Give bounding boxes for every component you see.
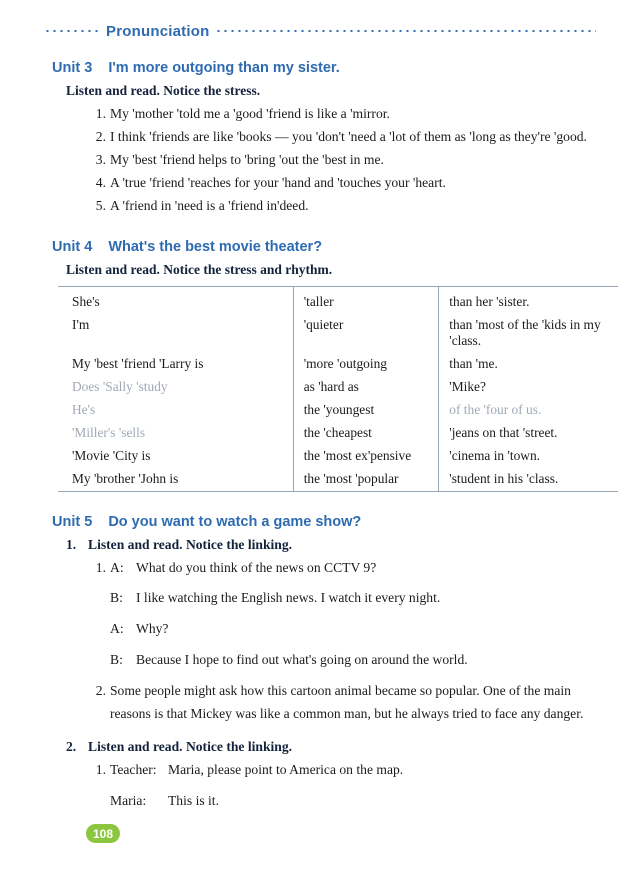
list-text: A 'true 'friend 'reaches for your 'hand and 'touches your 'heart. [110, 175, 446, 191]
table-cell-comparative: 'more 'outgoing [293, 353, 439, 376]
list-text: My 'best 'friend helps to 'bring 'out the 'best in me. [110, 152, 384, 168]
dialog-text: Because I hope to find out what's going on around the world. [136, 651, 468, 667]
dialog-line [110, 790, 596, 812]
table-cell-comparative: the 'cheapest [293, 422, 439, 445]
unit-5-heading [52, 514, 596, 530]
list-item [88, 126, 596, 148]
dotted-rule-right [215, 30, 596, 32]
table-cell-subject: 'Movie 'City is [58, 445, 293, 468]
dialog-line [110, 587, 596, 609]
list-text: I think 'friends are like 'books — you 'don't 'need a 'lot of them as 'long as they're 'good. [110, 129, 587, 145]
table-cell-subject: My 'brother 'John is [58, 468, 293, 492]
unit-3-number: Unit 3 [52, 60, 93, 76]
table-cell-object: of the 'four of us. [449, 402, 542, 418]
dialog-speaker: Maria: [110, 792, 147, 808]
dialog-line [110, 618, 596, 640]
table-cell-comparative: 'taller [293, 287, 439, 314]
unit-5-task-1 [44, 537, 596, 726]
task-2-items [44, 759, 596, 812]
unit-5-title: Do you want to watch a game show? [108, 513, 362, 530]
table-cell-subject: Does 'Sally 'study [58, 376, 293, 399]
list-marker: 2. [95, 682, 106, 698]
dialog-text: Why? [136, 621, 169, 637]
stress-table-wrapper [58, 286, 618, 492]
list-marker: 4. [95, 175, 106, 191]
list-text: My 'mother 'told me a 'good 'friend is like a 'mirror. [110, 106, 390, 121]
dialog-speaker: A: [110, 559, 124, 575]
table-cell-object: 'Mike? [449, 379, 486, 395]
dialog-speaker: Teacher: [110, 762, 157, 778]
table-cell-comparative: the 'most 'popular [293, 468, 439, 492]
dialog-line [110, 649, 596, 671]
task-2-label: Listen and read. Notice the linking. [88, 739, 293, 755]
unit-4-title: What's the best movie theater? [108, 239, 323, 256]
task-1-label: Listen and read. Notice the linking. [88, 536, 293, 552]
list-marker: 2. [95, 129, 106, 145]
paragraph-line: Some people might ask how this cartoon animal became so popular. One of the main [110, 682, 571, 698]
dialog-text: Maria, please point to America on the map. [168, 762, 404, 778]
dialog-text: This is it. [168, 792, 219, 808]
unit-5-task-2 [44, 739, 596, 812]
dialog-speaker: B: [110, 590, 123, 606]
list-item [88, 103, 596, 125]
unit-5-number: Unit 5 [52, 513, 93, 530]
table-row [58, 314, 618, 353]
table-cell-comparative: the 'most ex'pensive [293, 445, 439, 468]
table-row [58, 422, 618, 445]
list-text: A 'friend in 'need is a 'friend in'deed. [110, 198, 309, 214]
list-item [88, 172, 596, 194]
table-cell-object: 'cinema in 'town. [449, 448, 541, 464]
list-item [88, 149, 596, 171]
dialog-speaker: A: [110, 621, 124, 637]
unit-3-instruction: Listen and read. Notice the stress. [66, 83, 261, 98]
list-item [88, 759, 596, 812]
list-marker: 5. [95, 198, 106, 214]
page-number-badge: 108 [86, 824, 120, 843]
task-1-marker: 1. [66, 536, 77, 552]
list-marker: 1. [95, 762, 106, 778]
table-cell-object: 'jeans on that 'street. [449, 425, 558, 441]
unit-3-title: I'm more outgoing than my sister. [108, 60, 340, 76]
list-item [88, 557, 596, 671]
list-item [88, 680, 596, 726]
table-cell-object: 'student in his 'class. [449, 471, 559, 487]
table-cell-comparative: 'quieter [293, 314, 439, 353]
table-row [58, 353, 618, 376]
table-cell-subject: I'm [58, 314, 293, 353]
page-title: Pronunciation [106, 22, 210, 40]
table-row [58, 399, 618, 422]
unit-3-heading [52, 60, 596, 76]
dialog-text: What do you think of the news on CCTV 9? [136, 559, 377, 575]
table-cell-object: than 'me. [449, 356, 498, 372]
table-cell-comparative: the 'youngest [293, 399, 439, 422]
table-cell-subject: 'Miller's 'sells [58, 422, 293, 445]
dialog-text: I like watching the English news. I watch it every night. [136, 590, 441, 606]
list-item [88, 195, 596, 217]
task-1-items [44, 557, 596, 726]
task-2-marker: 2. [66, 739, 77, 755]
table-cell-object: than 'most of the 'kids in my 'class. [449, 317, 601, 349]
table-cell-subject: She's [58, 287, 293, 314]
paragraph-line: reasons is that Mickey was like a common man, but he always tried to face any danger. [110, 706, 584, 722]
table-row [58, 468, 618, 492]
dialog-speaker: B: [110, 651, 123, 667]
table-row [58, 287, 618, 314]
page-header [44, 0, 596, 44]
table-cell-subject: My 'best 'friend 'Larry is [58, 353, 293, 376]
dotted-rule-left [44, 30, 100, 32]
task-2-heading [44, 739, 596, 755]
dialog-line [110, 557, 596, 579]
table-row [58, 445, 618, 468]
list-marker: 3. [95, 152, 106, 168]
task-1-heading [44, 537, 596, 553]
stress-rhythm-table [58, 286, 618, 492]
list-marker: 1. [95, 106, 106, 121]
list-marker: 1. [95, 559, 106, 575]
table-row [58, 376, 618, 399]
dialog-line [110, 759, 596, 781]
table-cell-subject: He's [58, 399, 293, 422]
unit-4-number: Unit 4 [52, 239, 93, 256]
unit-3-sentence-list [44, 103, 596, 217]
table-cell-comparative: as 'hard as [293, 376, 439, 399]
unit-4-instruction: Listen and read. Notice the stress and rhythm. [66, 262, 333, 278]
table-cell-object: than her 'sister. [449, 294, 530, 310]
unit-4-heading [52, 239, 596, 255]
